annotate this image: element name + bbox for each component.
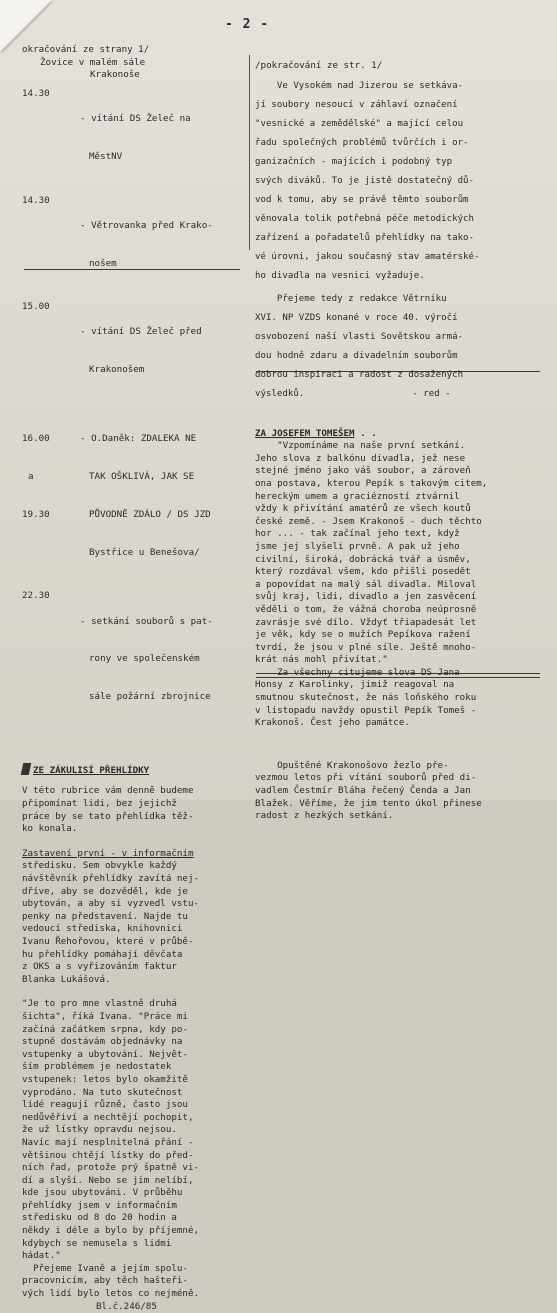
text-line: věděli o tom, že vážná choroba neúprosně xyxy=(255,603,477,615)
ink-mark-icon xyxy=(21,763,32,775)
right-paragraph-2 xyxy=(255,290,543,404)
text-line: věnovala tolik potřebná péče metodických xyxy=(255,213,474,224)
zakulisi-paragraph-4 xyxy=(22,1263,250,1301)
text-line: jsme jej slyšeli prvně. A pak už jeho xyxy=(255,540,460,552)
text-line: Navíc mají nesplnitelná přání - xyxy=(22,1136,194,1148)
left-intro xyxy=(22,44,250,82)
text-line: v listopadu navždy opustil Pepík Tomeš - xyxy=(255,704,477,716)
zakulisi-intro xyxy=(22,785,250,835)
text-line: jí soubory nesoucí v záhlaví označení xyxy=(255,99,458,110)
text-line: Blažek. Věříme, že jim tento úkol přinese xyxy=(255,797,482,809)
text-line: radost z hezkých setkání. xyxy=(255,810,394,822)
text-line: ních řad, protože prý špatně vi- xyxy=(22,1162,200,1174)
schedule xyxy=(22,88,250,729)
text-line: svých diváků. To je jistě dostatečný dů- xyxy=(255,175,474,186)
text-line: ubytován, a aby si vyzvedl vstu- xyxy=(22,898,200,910)
text-line: vod k tomu, aby se právě těmto souborům xyxy=(255,194,469,205)
left-column xyxy=(22,44,250,1313)
schedule-text: sále požární zbrojnice xyxy=(89,691,211,703)
schedule-text: nošem xyxy=(89,257,117,269)
horizontal-rule xyxy=(24,269,240,270)
article-signature: Bl.č.246/85 xyxy=(96,1300,157,1312)
text-line: šichta", říká Ivana. "Práce mi xyxy=(22,1010,188,1022)
schedule-text: PŮVODNĚ ZDÁLO / DS JZD xyxy=(89,508,211,520)
text-line: svůj kraj, lidi, divadlo a jen zasvěcení xyxy=(255,591,477,603)
text-line: vstupenky a ubytování. Největ- xyxy=(22,1048,188,1060)
schedule-row xyxy=(22,88,250,189)
text-line: nedůvěřiví a nechtějí pochopit, xyxy=(22,1111,194,1123)
text-line: pracovnicím, aby těch hašteři- xyxy=(22,1275,188,1287)
text-line: hádat." xyxy=(22,1250,61,1262)
text-line: středisku. Sem obvykle každý xyxy=(22,860,177,872)
text-line: vyprodáno. Na tuto skutečnost xyxy=(22,1086,183,1098)
editorial-signature: - red - xyxy=(412,388,451,399)
text-line: Honsy z Karolinky, jimiž reagoval na xyxy=(255,679,455,691)
text-line: kdybych se nemusela s lidmi xyxy=(22,1237,172,1249)
scepter-paragraph xyxy=(255,760,543,823)
text-line: Zastavení první - v informačním xyxy=(22,847,194,859)
schedule-text: Bystřice u Benešova/ xyxy=(89,546,200,558)
schedule-text: MěstNV xyxy=(89,150,123,162)
text-line: kde jsou ubytováni. V průběhu xyxy=(22,1187,183,1199)
schedule-text: Krakonošem xyxy=(89,364,145,376)
tomes-paragraph-2 xyxy=(255,667,543,730)
text-line: smutnou skutečnost, že nás loňského roku xyxy=(255,692,477,704)
right-column xyxy=(255,62,543,823)
tomes-paragraph-1 xyxy=(255,440,543,667)
schedule-text: - vítání DS Želeč na xyxy=(80,112,191,124)
column-divider xyxy=(249,55,250,250)
text-line: "Je to pro mne vlastně druhá xyxy=(22,998,177,1010)
text-line: ganizačních - majících i podobný typ xyxy=(255,156,453,167)
text-line: vadlem Čestmír Bláha řečený Čenda a Jan xyxy=(255,785,471,797)
text-line: ona postava, kterou Pepík s takovým citem, xyxy=(255,477,488,489)
schedule-row xyxy=(22,590,250,729)
section-title-zakulisi: ZE ZÁKULISÍ PŘEHLÍDKY xyxy=(22,763,250,778)
zakulisi-paragraph-2 xyxy=(22,848,250,987)
text-line: osvobození naší vlasti Sovětskou armá- xyxy=(255,331,464,342)
text-line: že už lístky opravdu nejsou. xyxy=(22,1124,177,1136)
text-line: Blanka Lukášová. xyxy=(22,973,111,985)
schedule-text: - O.Daněk: ZDALEKA NE xyxy=(80,433,197,445)
text-line: středisku od 8 do 20 hodin a xyxy=(22,1212,177,1224)
schedule-time: 22.30 xyxy=(22,590,50,602)
text-line: Opuštěné Krakonošovo žezlo pře- xyxy=(255,759,449,771)
text-line: práce by se tato přehlídka těž- xyxy=(22,810,194,822)
text-line: Přejeme tedy z redakce Větrníku xyxy=(255,293,447,304)
text-line: V této rubrice vám denně budeme xyxy=(22,785,194,797)
text-line: většinou chtějí lístky do před- xyxy=(22,1149,194,1161)
right-paragraph-1 xyxy=(255,77,543,286)
text-line: Krakonoš. Čest jeho památce. xyxy=(255,717,410,729)
schedule-text: - vítání DS Želeč před xyxy=(80,326,202,338)
text-line: vstupenek: letos bylo okamžitě xyxy=(22,1073,188,1085)
text-line: ho divadla na vesnici vyžaduje. xyxy=(255,270,425,281)
text-line: lidé reagují různě, často jsou xyxy=(22,1099,188,1111)
text-line: vždy k přivítání amatérů ze všech koutů xyxy=(255,503,471,515)
schedule-time: 14.30 xyxy=(22,87,50,99)
text-line: vé úrovni, jakou současný stav amatérské- xyxy=(255,251,480,262)
text-line: hu přehlídky pomáhají děvčata xyxy=(22,948,183,960)
text-line: přehlídky jsem v informačním xyxy=(22,1199,177,1211)
text-line: někdy i déle a bylo by příjemné, xyxy=(22,1225,200,1237)
text-line: zavrásje své dílo. Vždyť třiapadesát let xyxy=(255,616,477,628)
text-line: je věk, kdy se o mužích Pepíkova ražení xyxy=(255,629,471,641)
text-line: výsledků. xyxy=(255,388,305,399)
text-line: zařízení a pořadatelů přehlídky na tako- xyxy=(255,232,474,243)
text-line: české země. - Jsem Krakonoš - duch těchto xyxy=(255,515,482,527)
page-number: - 2 - xyxy=(225,17,270,32)
text-line: Ve Vysokém nad Jizerou se setkáva- xyxy=(255,80,464,91)
zakulisi-paragraph-3 xyxy=(22,998,250,1262)
text-line: Přejeme Ivaně a jejím spolu- xyxy=(22,1262,188,1274)
section-title-tomes: ZA JOSEFEM TOMEŠEM . . xyxy=(255,427,377,439)
text-line: vezmou letos při vítání souborů před di- xyxy=(255,772,477,784)
text-line: který rozdával všem, kdo přišli posedět xyxy=(255,566,471,578)
text-line: penky na představení. Najde tu xyxy=(22,910,188,922)
schedule-time: 14.30 xyxy=(22,194,50,206)
text-line: připomínat lidi, bez jejichž xyxy=(22,798,177,810)
text-line: dobrou inspiraci a radost z dosažených xyxy=(255,369,464,380)
text-line: dí a slyší. Nebo se jim nelíbí, xyxy=(22,1174,194,1186)
text-line: hor ... - tak začínal jeho text, když xyxy=(255,528,460,540)
text-line: Ivanu Řehořovou, které v průbě- xyxy=(22,936,194,947)
text-line: ším problémem je nedostatek xyxy=(22,1061,172,1073)
schedule-text: - setkání souborů s pat- xyxy=(80,615,213,627)
text-line: stejné jméno jako váš soubor, a zároveň xyxy=(255,465,471,477)
continuation-note: /pokračování ze str. 1/ xyxy=(255,60,383,71)
schedule-text: rony ve společenském xyxy=(89,653,200,665)
schedule-time: 16.00 xyxy=(22,433,50,445)
text-line: řadu společných problémů tvůrčích i or- xyxy=(255,137,469,148)
intro-line: okračování ze strany 1/ xyxy=(22,44,150,55)
schedule-text: - Větrovanka před Krako- xyxy=(80,219,213,231)
schedule-row xyxy=(22,408,250,584)
text-line: tvrdí, že jsou v plné síle. Ještě mnoho- xyxy=(255,641,477,653)
schedule-text: TAK OŠKLIVÁ, JAK SE xyxy=(89,471,195,482)
schedule-row xyxy=(22,195,250,296)
intro-line: Krakonoše xyxy=(90,69,140,81)
text-line: dříve, aby se dozvěděl, kde je xyxy=(22,885,188,897)
schedule-time: 15.00 xyxy=(22,301,50,313)
text-line: "vesnické a zemědělské" a mající celou xyxy=(255,118,464,129)
text-line: civilní, široká, dobrácká tvář a úsměv, xyxy=(255,553,471,565)
text-line: vedoucí střediska, knihovnici xyxy=(22,923,183,935)
text-line: začíná začátkem srpna, kdy po- xyxy=(22,1023,188,1035)
text-line: návštěvník přehlídky zavítá nej- xyxy=(22,873,200,885)
text-line: krát nás mohl přivítat." xyxy=(255,654,388,666)
intro-line: Žovice v malém sále xyxy=(40,56,146,68)
text-line: z OKS a s vyřizováním faktur xyxy=(22,961,177,973)
text-line: ko konala. xyxy=(22,823,78,835)
text-line: Za všechny citujeme slova DS Jana xyxy=(255,666,460,678)
text-line: vých lidí bylo letos co nejméně. xyxy=(22,1288,200,1300)
schedule-time: a xyxy=(28,471,34,482)
text-line: XVI. NP VZDS konané v roce 40. výročí xyxy=(255,312,458,323)
text-line: Jeho slova z balkónu divadla, jež nese xyxy=(255,452,466,464)
text-line: "Vzpomínáme na naše první setkání. xyxy=(255,440,466,452)
text-line: dou hodně zdaru a divadelním souborům xyxy=(255,350,458,361)
schedule-time: 19.30 xyxy=(22,508,50,520)
text-line: a popovídat na malý sál divadla. Miloval xyxy=(255,578,477,590)
text-line: hereckým umem a graciézností ztvárnil xyxy=(255,490,460,502)
text-line: stupně dostávám objednávky na xyxy=(22,1036,183,1048)
schedule-row xyxy=(22,301,250,402)
